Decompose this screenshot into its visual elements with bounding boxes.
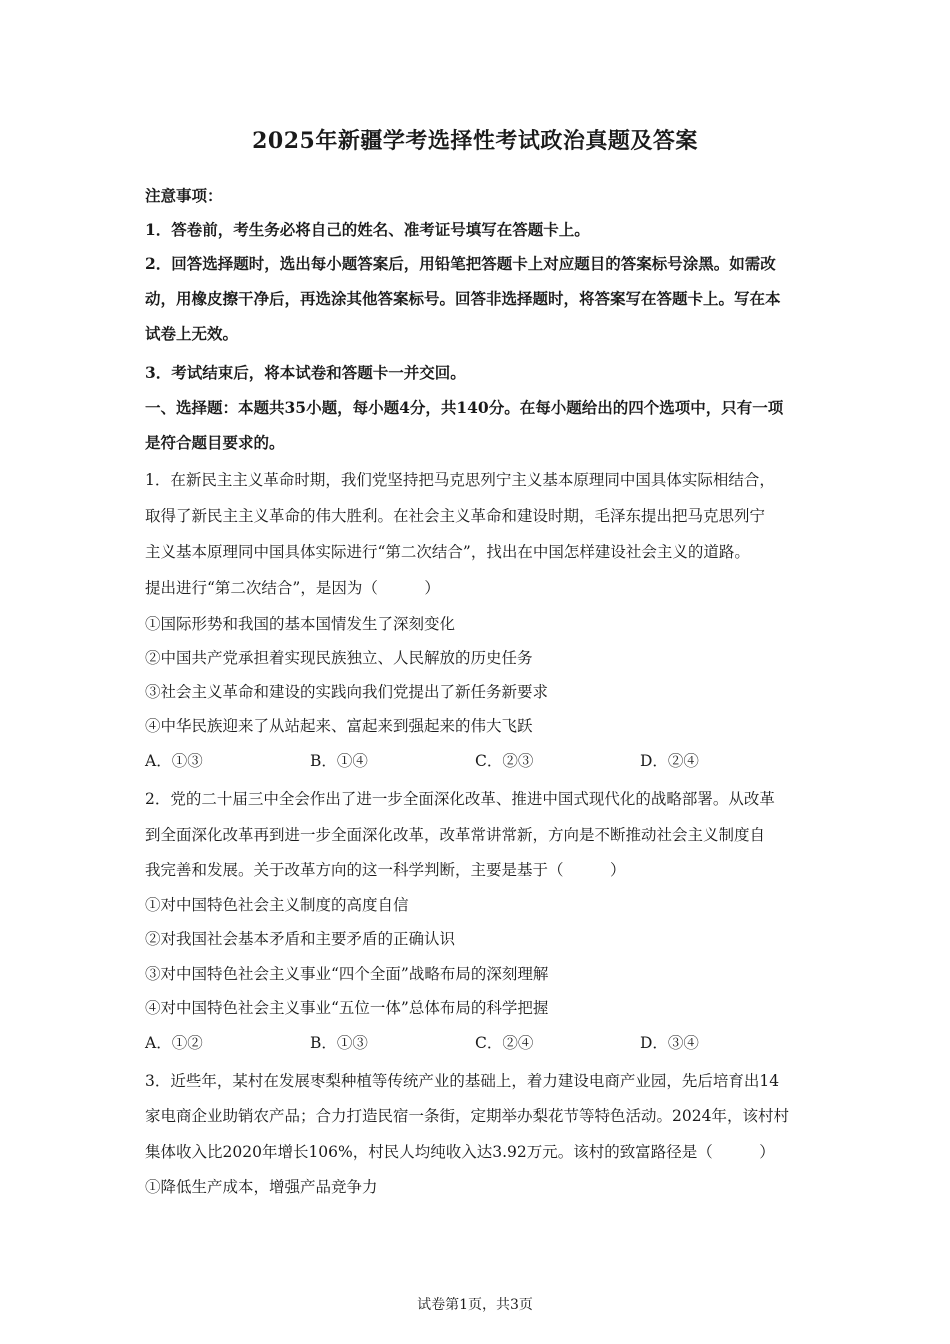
notes-line: 动，用橡皮擦干净后，再选涂其他答案标号。回答非选择题时，将答案写在答题卡上。写在本: [145, 289, 781, 308]
q2-option-c: C．②④: [475, 1034, 534, 1052]
q1-option-d: D．②④: [640, 752, 699, 770]
q3-stem-line: 家电商企业助销农产品；合力打造民宿一条街，定期举办梨花节等特色活动。2024年，该村村: [145, 1107, 789, 1125]
page-title: 2025年新疆学考选择性考试政治真题及答案: [252, 128, 698, 154]
q1-stem-line: 主义基本原理同中国具体实际进行“第二次结合”，找出在中国怎样建设社会主义的道路。: [145, 543, 750, 561]
notes-line: 1．答卷前，考生务必将自己的姓名、准考证号填写在答题卡上。: [145, 220, 590, 239]
q1-stem-line: 提出进行“第二次结合”，是因为（ ）: [145, 579, 440, 597]
q1-item: ②中国共产党承担着实现民族独立、人民解放的历史任务: [145, 649, 533, 667]
q1-stem-line: 取得了新民主主义革命的伟大胜利。在社会主义革命和建设时期，毛泽东提出把马克思列宁: [145, 507, 766, 525]
section-heading: 是符合题目要求的。: [145, 433, 285, 452]
q3-item: ①降低生产成本，增强产品竞争力: [145, 1178, 378, 1196]
q3-stem-line: 3．近些年，某村在发展枣梨种植等传统产业的基础上，着力建设电商产业园，先后培育出14: [145, 1072, 780, 1090]
notes-line: 3．考试结束后，将本试卷和答题卡一并交回。: [145, 363, 466, 382]
q2-stem-line: 2．党的二十届三中全会作出了进一步全面深化改革、推进中国式现代化的战略部署。从改革: [145, 790, 775, 808]
notes-line: 试卷上无效。: [145, 324, 239, 343]
q1-option-a: A．①③: [145, 752, 203, 770]
q1-item: ④中华民族迎来了从站起来、富起来到强起来的伟大飞跃: [145, 717, 533, 735]
notes-heading: 注意事项：: [145, 186, 223, 205]
q1-option-b: B．①④: [310, 752, 368, 770]
section-heading: 一、选择题：本题共35小题，每小题4分，共140分。在每小题给出的四个选项中，只有一项: [145, 398, 784, 417]
q2-stem-line: 我完善和发展。关于改革方向的这一科学判断，主要是基于（ ）: [145, 861, 626, 879]
q1-option-c: C．②③: [475, 752, 534, 770]
q2-item: ④对中国特色社会主义事业“五位一体”总体布局的科学把握: [145, 999, 549, 1017]
q1-stem-line: 1．在新民主主义革命时期，我们党坚持把马克思列宁主义基本原理同中国具体实际相结合，: [145, 471, 775, 489]
q1-item: ③社会主义革命和建设的实践向我们党提出了新任务新要求: [145, 683, 549, 701]
q2-option-b: B．①③: [310, 1034, 368, 1052]
q2-item: ②对我国社会基本矛盾和主要矛盾的正确认识: [145, 930, 456, 948]
q2-option-d: D．③④: [640, 1034, 699, 1052]
q2-stem-line: 到全面深化改革再到进一步全面深化改革，改革常讲常新，方向是不断推动社会主义制度自: [145, 826, 766, 844]
notes-line: 2．回答选择题时，选出每小题答案后，用铅笔把答题卡上对应题目的答案标号涂黑。如需改: [145, 254, 776, 273]
q2-option-a: A．①②: [145, 1034, 203, 1052]
q3-stem-line: 集体收入比2020年增长106%，村民人均纯收入达3.92万元。该村的致富路径是（ ）: [145, 1143, 775, 1161]
q1-item: ①国际形势和我国的基本国情发生了深刻变化: [145, 615, 456, 633]
q2-item: ③对中国特色社会主义事业“四个全面”战略布局的深刻理解: [145, 965, 549, 983]
q2-item: ①对中国特色社会主义制度的高度自信: [145, 896, 409, 914]
page-footer: 试卷第1页，共3页: [417, 1297, 533, 1313]
